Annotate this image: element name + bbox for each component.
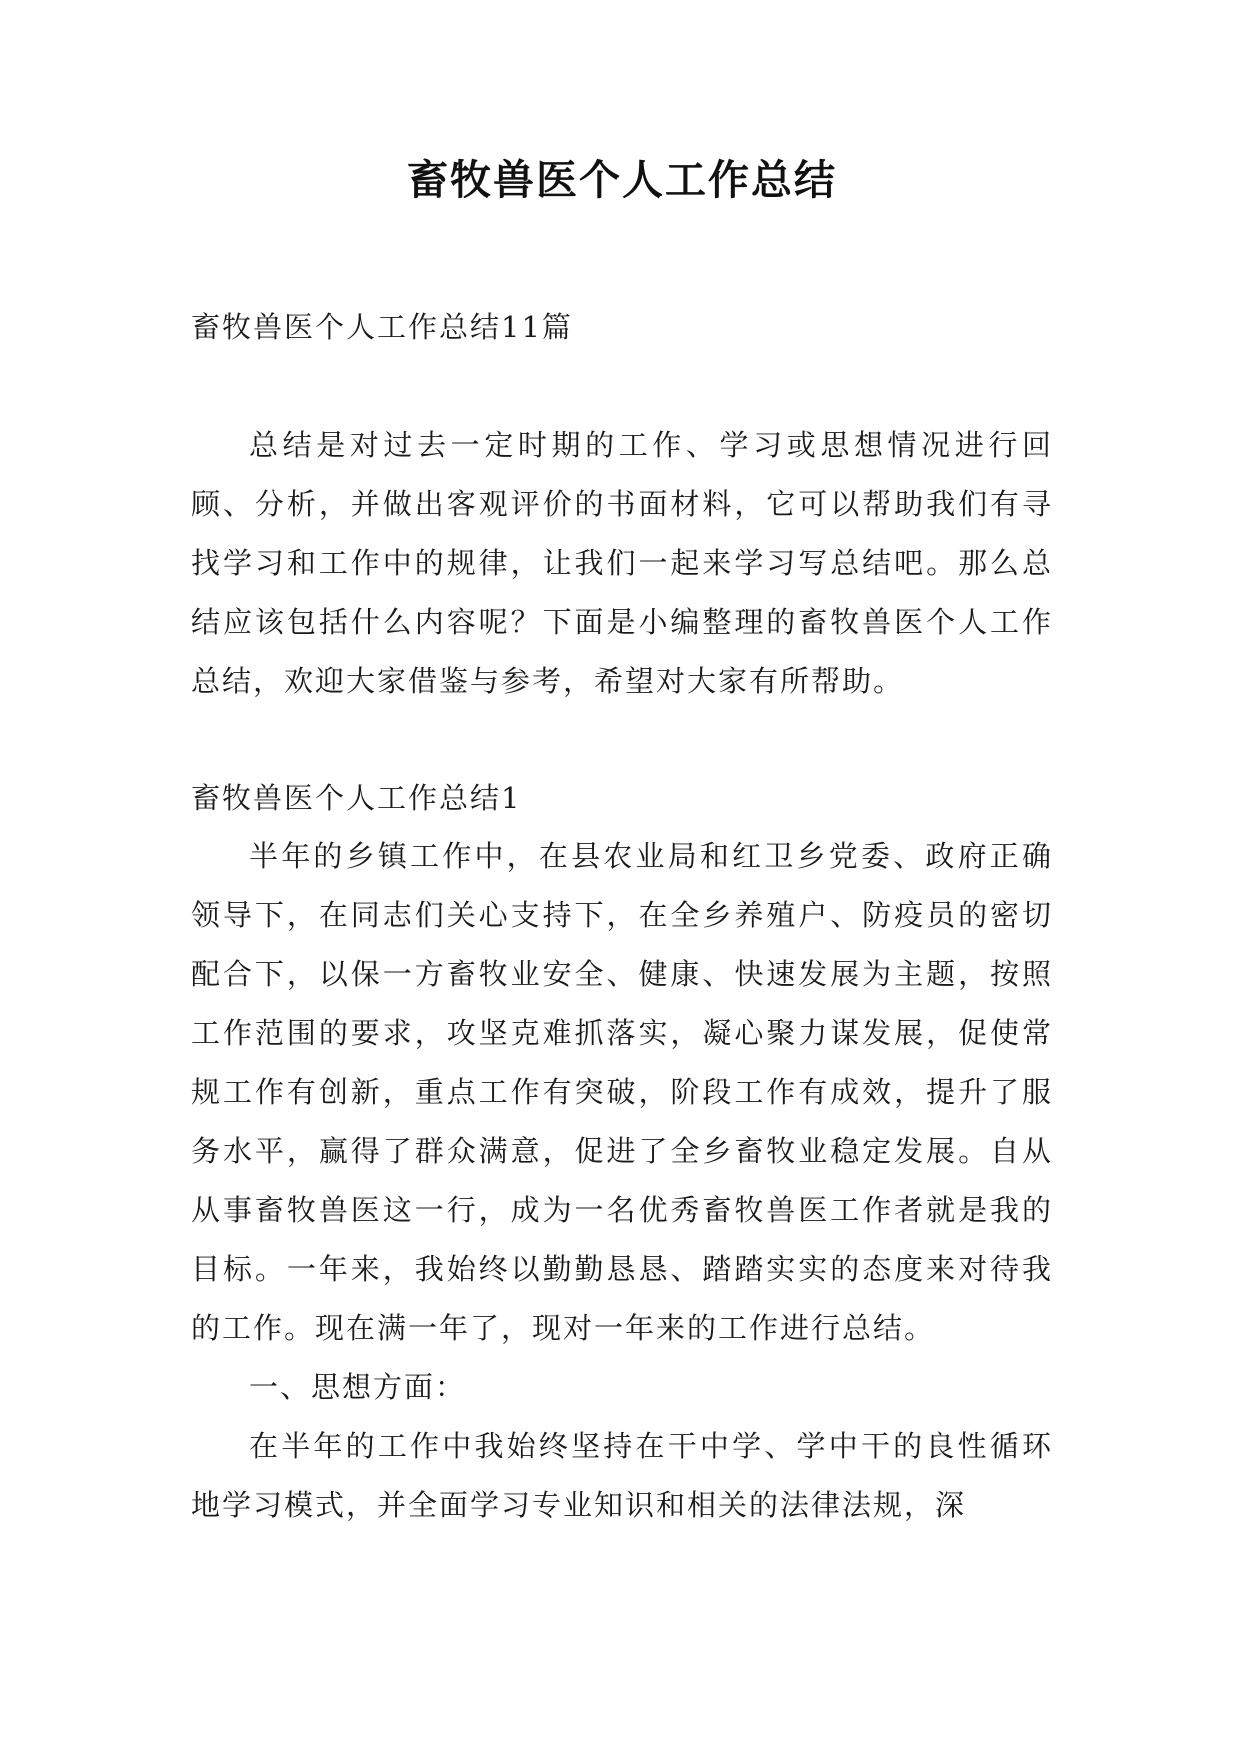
document-title: 畜牧兽医个人工作总结 xyxy=(407,156,837,204)
subsection-thought-paragraph: 在半年的工作中我始终坚持在干中学、学中干的良性循环地学习模式，并全面学习专业知识和相关的法律法规，深 xyxy=(191,1429,1053,1522)
document-content xyxy=(191,150,1053,1535)
section-1-paragraph: 半年的乡镇工作中，在县农业局和红卫乡党委、政府正确领导下，在同志们关心支持下，在全乡养殖户、防疫员的密切配合下，以保一方畜牧业安全、健康、快速发展为主题，按照工作范围的要求，攻坚克难抓落实，凝心聚力谋发展，促使常规工作有创新，重点工作有突破，阶段工作有成效，提升了服务水平，赢得了群众满意，促进了全乡畜牧业稳定发展。自从从事畜牧兽医这一行，成为一名优秀畜牧兽医工作者就是我的目标。一年来，我始终以勤勤恳恳、踏踏实实的态度来对待我的工作。现在满一年了，现对一年来的工作进行总结。 xyxy=(191,839,1053,1345)
section-heading-1: 畜牧兽医个人工作总结1 xyxy=(191,781,522,815)
subsection-label-thought: 一、思想方面： xyxy=(249,1370,467,1404)
intro-paragraph: 总结是对过去一定时期的工作、学习或思想情况进行回顾、分析，并做出客观评价的书面材料，它可以帮助我们有寻找学习和工作中的规律，让我们一起来学习写总结吧。那么总结应该包括什么内容呢？下面是小编整理的畜牧兽医个人工作总结，欢迎大家借鉴与参考，希望对大家有所帮助。 xyxy=(191,428,1053,698)
document-subtitle: 畜牧兽医个人工作总结11篇 xyxy=(191,310,573,344)
